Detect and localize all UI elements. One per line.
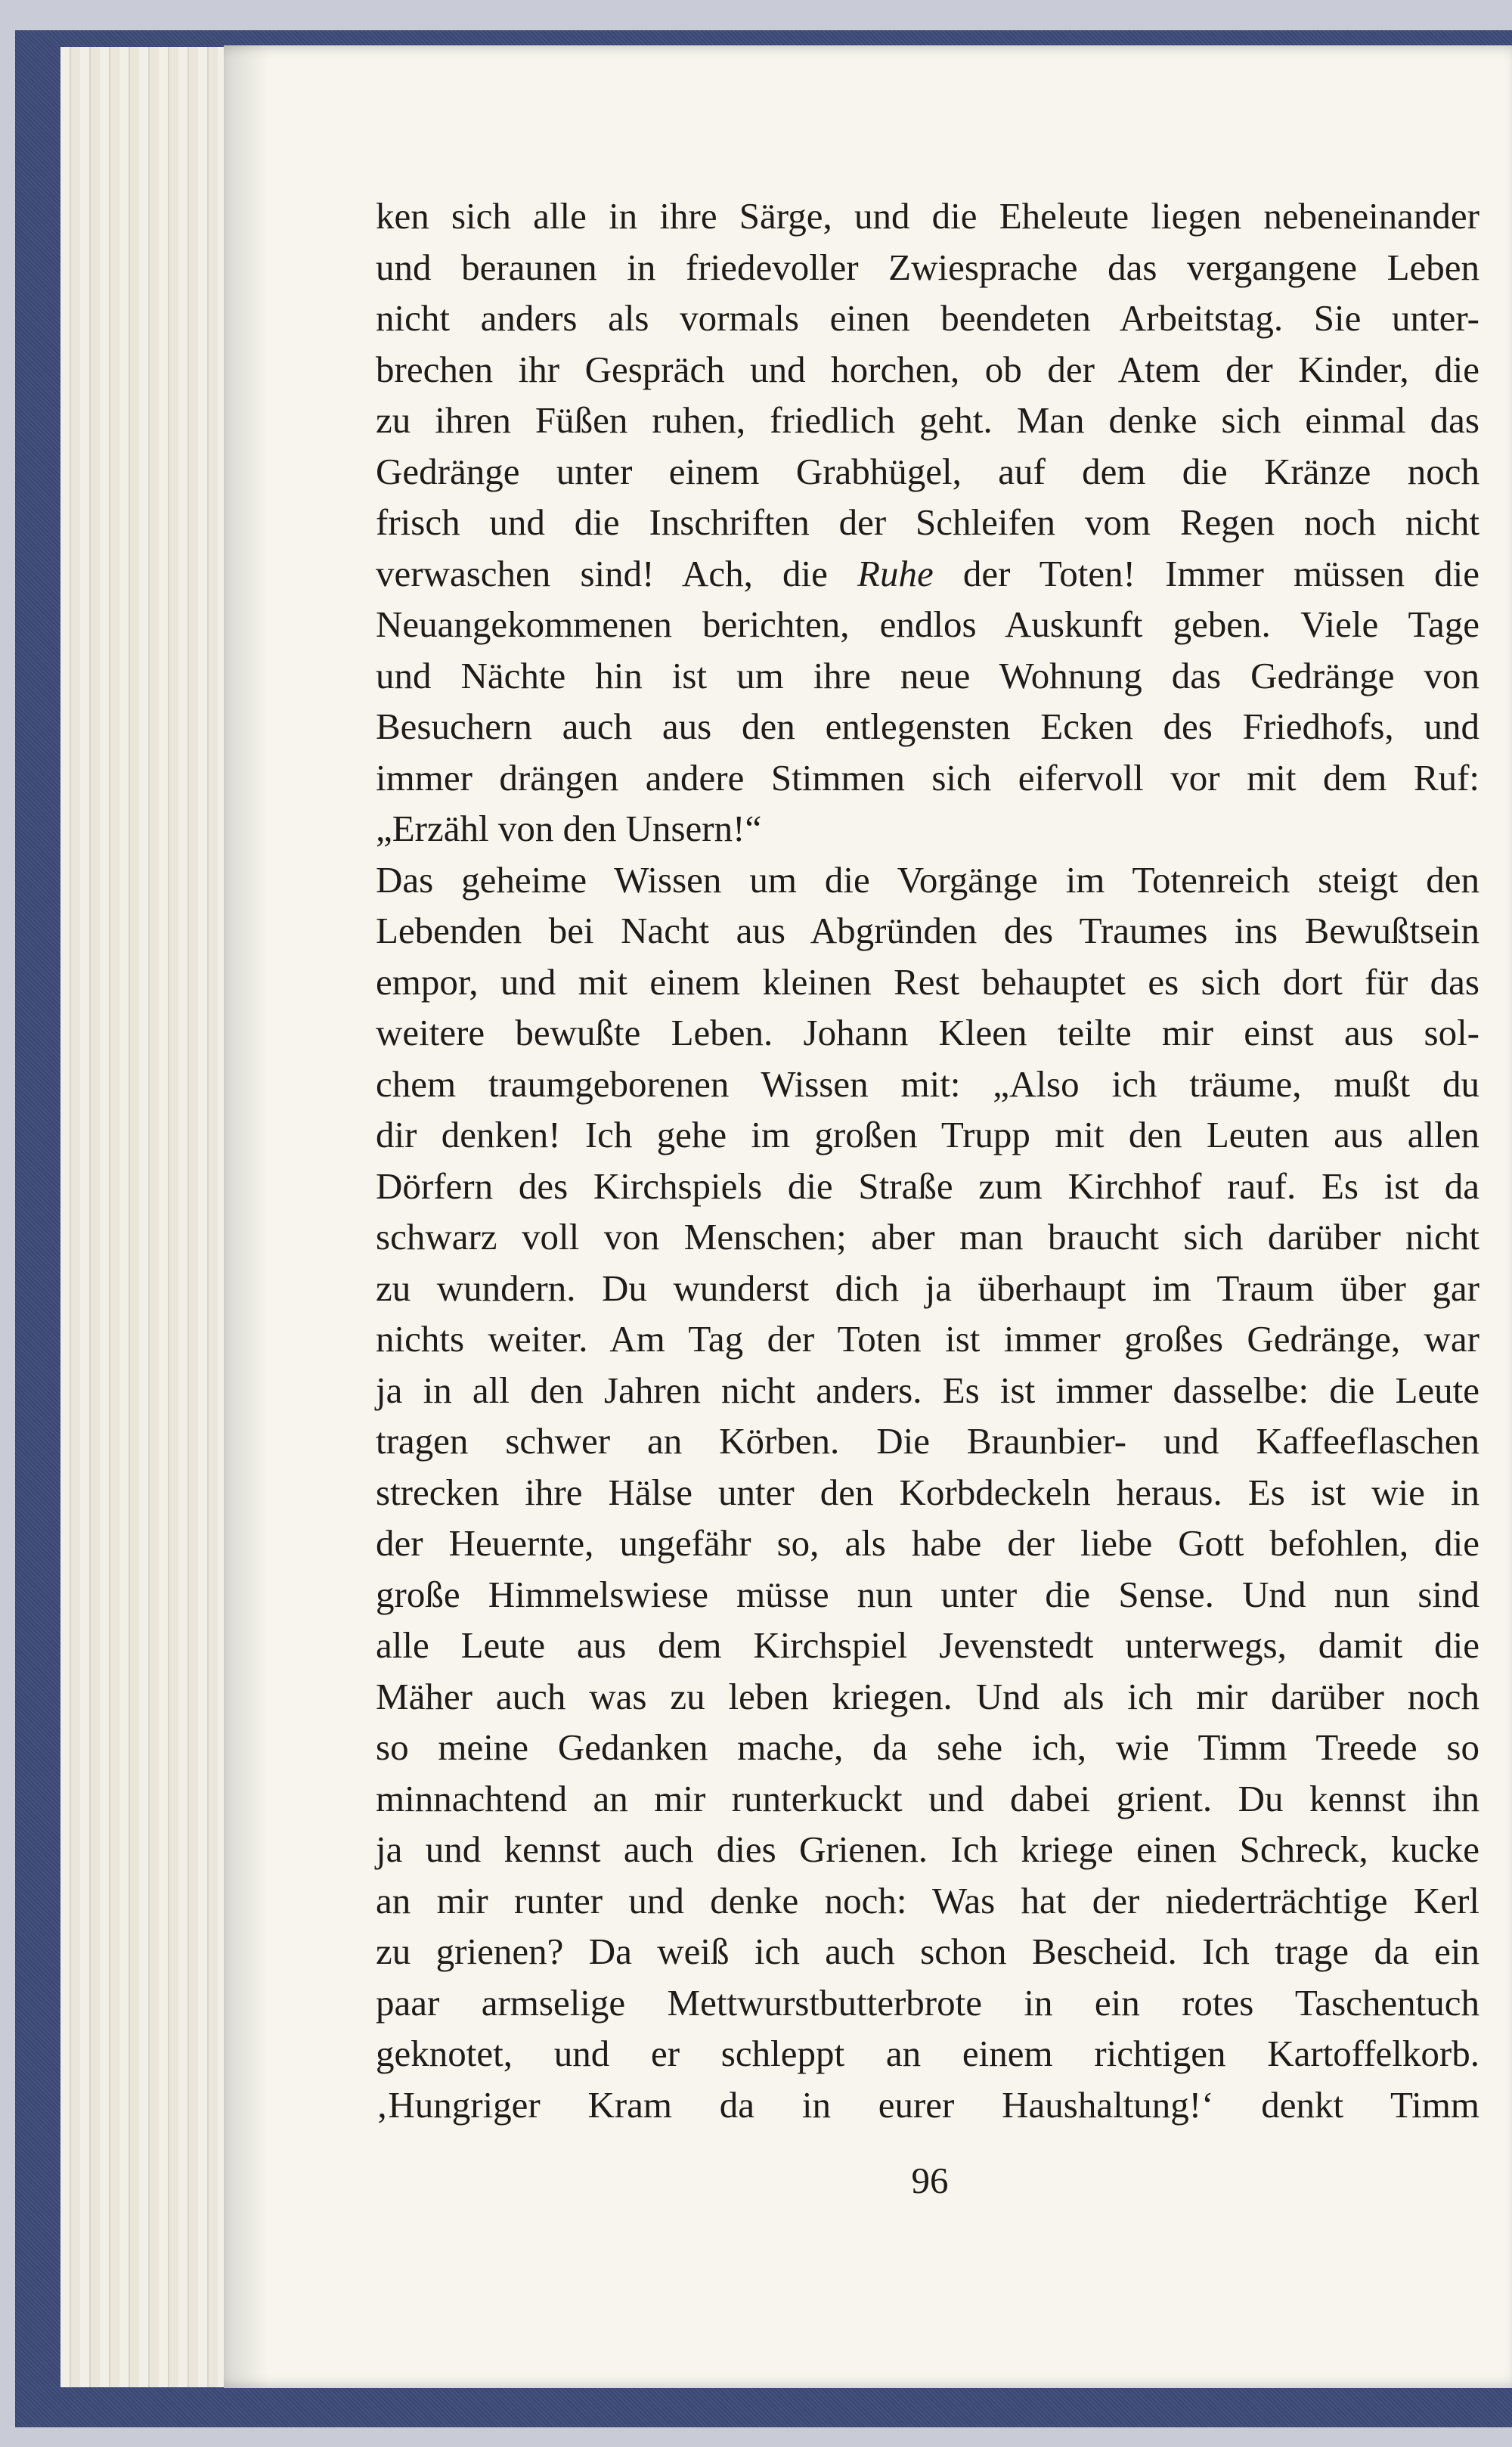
text-line: ken sich alle in ihre Särge, und die Eheleute liegen nebeneinander: [376, 195, 1479, 237]
text-line: der Heuernte, ungefähr so, als habe der liebe Gott befohlen, die: [376, 1522, 1479, 1564]
text-line: Gedränge unter einem Grabhügel, auf dem die Kränze noch: [376, 450, 1479, 492]
text-line: dir denken! Ich gehe im großen Trupp mit den Leuten aus allen: [376, 1114, 1479, 1155]
body-text: [376, 191, 1479, 2130]
text-line: zu wundern. Du wunderst dich ja überhaupt im Traum über gar: [376, 1267, 1479, 1309]
text-line: schwarz voll von Menschen; aber man braucht sich darüber nicht: [376, 1216, 1479, 1258]
text-line: [376, 548, 1479, 600]
text-line: strecken ihre Hälse unter den Korbdeckeln heraus. Es ist wie in: [376, 1471, 1479, 1513]
text-line: zu grienen? Da weiß ich auch schon Bescheid. Ich trage da ein: [376, 1931, 1479, 1972]
text-line: weitere bewußte Leben. Johann Kleen teilte mir einst aus sol-: [376, 1012, 1479, 1053]
text-line: paar armselige Mettwurstbutterbrote in ein rotes Taschentuch: [376, 1981, 1479, 2024]
text-line: nicht anders als vormals einen beendeten Arbeitstag. Sie unter-: [376, 297, 1479, 339]
text-line: chem traumgeborenen Wissen mit: „Also ich träume, mußt du: [376, 1062, 1479, 1105]
text-segment: der Toten! Immer müssen die: [933, 552, 1479, 594]
text-line: große Himmelswiese müsse nun unter die Sense. Und nun sind: [376, 1573, 1479, 1615]
text-line: Dörfern des Kirchspiels die Straße zum Kirchhof rauf. Es ist da: [376, 1165, 1479, 1207]
text-line: und Nächte hin ist um ihre neue Wohnung das Gedränge von: [376, 654, 1479, 696]
text-line: geknotet, und er schleppt an einem richtigen Kartoffelkorb.: [376, 2033, 1479, 2074]
emphasis-ruhe: Ruhe: [857, 552, 934, 594]
text-line: tragen schwer an Körben. Die Braunbier- und Kaffeeflaschen: [376, 1420, 1479, 1462]
paragraph-start: Das geheime Wissen um die Vorgänge im Totenreich steigt den: [376, 858, 1479, 901]
text-line: ‚Hungriger Kram da in eurer Haushaltung!‘ denkt Timm: [376, 2083, 1479, 2126]
text-line: Besuchern auch aus den entlegensten Ecken des Friedhofs, und: [376, 706, 1479, 747]
page-gutter-shadow: [224, 45, 269, 2388]
text-line: immer drängen andere Stimmen sich eifervoll vor mit dem Ruf:: [376, 756, 1479, 799]
text-line: nichts weiter. Am Tag der Toten ist immer großes Gedränge, war: [376, 1318, 1479, 1360]
text-line: Neuangekommenen berichten, endlos Auskunft geben. Viele Tage: [376, 603, 1479, 645]
text-line: und beraunen in friedevoller Zwiesprache das vergangene Leben: [376, 246, 1479, 288]
text-line: Mäher auch was zu leben kriegen. Und als ich mir darüber noch: [376, 1675, 1479, 1717]
text-line: ja in all den Jahren nicht anders. Es ist immer dasselbe: die Leute: [376, 1369, 1479, 1411]
text-line: an mir runter und denke noch: Was hat der niederträchtige Kerl: [376, 1879, 1479, 1921]
text-line: minnachtend an mir runterkuckt und dabei grient. Du kennst ihn: [376, 1777, 1479, 1819]
text-line: brechen ihr Gespräch und horchen, ob der Atem der Kinder, die: [376, 348, 1479, 390]
text-line: zu ihren Füßen ruhen, friedlich geht. Man denke sich einmal das: [376, 399, 1479, 441]
text-line: empor, und mit einem kleinen Rest behauptet es sich dort für das: [376, 960, 1479, 1003]
text-segment: verwaschen sind! Ach, die: [376, 552, 858, 594]
text-line: so meine Gedanken mache, da sehe ich, wie Timm Treede so: [376, 1726, 1479, 1768]
text-line: ja und kennst auch dies Grienen. Ich kriege einen Schreck, kucke: [376, 1828, 1479, 1870]
text-line: frisch und die Inschriften der Schleifen vom Regen noch nicht: [376, 501, 1479, 543]
text-line: alle Leute aus dem Kirchspiel Jevenstedt unterwegs, damit die: [376, 1624, 1479, 1666]
page-number: 96: [911, 2160, 949, 2201]
page-edges: [60, 47, 227, 2387]
text-line: Lebenden bei Nacht aus Abgründen des Traumes ins Bewußtsein: [376, 910, 1479, 951]
text-line: „Erzähl von den Unsern!“: [376, 808, 762, 849]
